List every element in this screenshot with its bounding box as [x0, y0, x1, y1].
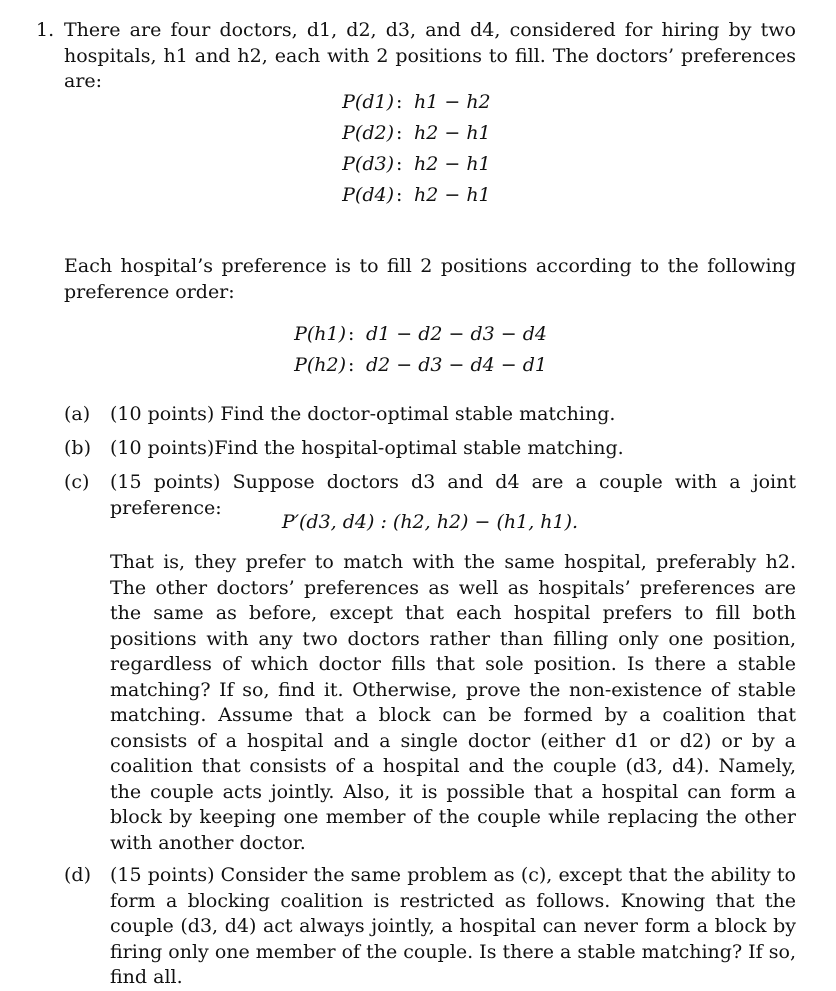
part-c-paragraph: That is, they prefer to match with the same hospital, preferably h2. The other doctors’ preferences as well as hospitals’ preferences are the same as before, except that each hospital prefers to fill both positions with any two doctors rather than filling only one position, regardless of which doctor fills that sole position. Is there a stable matching? If so, find it. Otherwise, prove the non-existence of stable matching. Assume that a block can be formed by a coalition that consists of a hospital and a single doctor (either d1 or d2) or by a coalition that consists of a hospital and the couple (d3, d4). Namely, the couple acts jointly. Also, it is possible that a hospital can form a block by keeping one member of the couple while replacing the other with another doctor.	[110, 551, 796, 854]
hospital-pref-row: P(h2) : d2 − d3 − d4 − d1	[266, 353, 547, 384]
hospital-pref-row: P(h1) : d1 − d2 − d3 − d4	[266, 322, 547, 353]
part-label-a: (a)	[64, 403, 91, 425]
pref-rhs: h2 − h1	[414, 153, 491, 175]
joint-preference: P′(d3, d4) : (h2, h2) − (h1, h1).	[281, 511, 579, 533]
doctor-pref-row: P(d4) : h2 − h1	[314, 183, 491, 214]
pref-rhs: h2 − h1	[414, 184, 491, 206]
pref-rhs: d2 − d3 − d4 − d1	[366, 354, 548, 376]
part-a-text: (10 points) Find the doctor-optimal stable matching.	[110, 403, 616, 425]
part-c-text: (15 points) Suppose doctors d3 and d4 are a couple with a joint preference:	[110, 471, 796, 519]
pref-lhs: P(d3)	[342, 153, 394, 175]
pref-lhs: P(d4)	[342, 184, 394, 206]
hospital-preferences	[266, 322, 547, 384]
pref-rhs: d1 − d2 − d3 − d4	[366, 323, 548, 345]
hospital-intro: Each hospital’s preference is to fill 2 positions according to the following preference order:	[64, 255, 796, 303]
problem-intro: There are four doctors, d1, d2, d3, and d4, considered for hiring by two hospitals, h1 and h2, each with 2 positions to fill. The doctors’ preferences are:	[64, 19, 796, 92]
pref-rhs: h1 − h2	[414, 91, 491, 113]
pref-lhs: P(d1)	[342, 91, 394, 113]
doctor-pref-row: P(d2) : h2 − h1	[314, 121, 491, 152]
part-d-text: (15 points) Consider the same problem as (c), except that the ability to form a blocking coalition is restricted as follows. Knowing that the couple (d3, d4) act always jointly, a hospital can never form a block by firing only one member of the couple. Is there a stable matching? If so, find all.	[110, 864, 796, 988]
pref-lhs: P(h1)	[294, 323, 346, 345]
problem-number: 1.	[36, 19, 55, 41]
part-label-d: (d)	[64, 864, 91, 886]
part-label-b: (b)	[64, 437, 91, 459]
part-label-c: (c)	[64, 471, 90, 493]
pref-rhs: h2 − h1	[414, 122, 491, 144]
doctor-preferences	[314, 90, 491, 214]
doctor-pref-row: P(d1) : h1 − h2	[314, 90, 491, 121]
pref-lhs: P(d2)	[342, 122, 394, 144]
part-b-text: (10 points)Find the hospital-optimal stable matching.	[110, 437, 624, 459]
doctor-pref-row: P(d3) : h2 − h1	[314, 152, 491, 183]
pref-lhs: P(h2)	[294, 354, 346, 376]
